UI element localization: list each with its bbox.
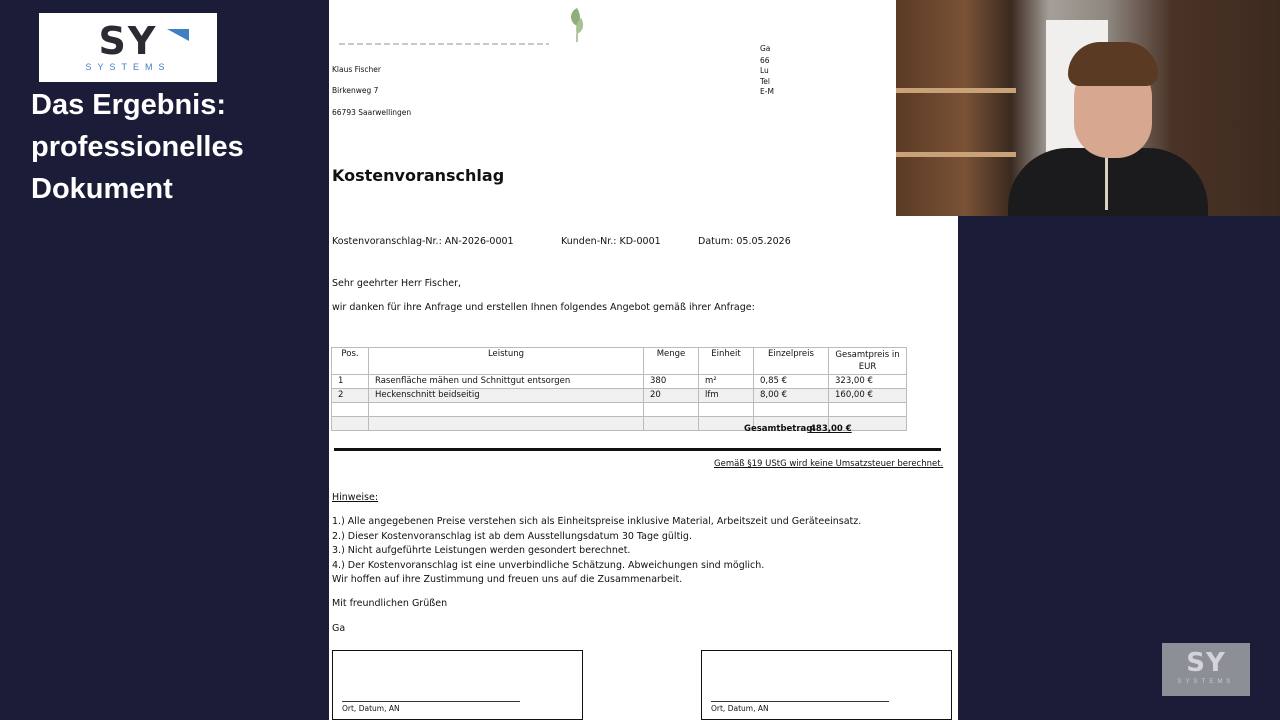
intro-text: wir danken für ihre Anfrage und erstellen Ihnen folgendes Angebot gemäß ihrer Anfrage: — [332, 302, 755, 313]
sender-fragment: Ga — [760, 44, 771, 53]
table-cell — [754, 403, 829, 417]
table-cell — [829, 403, 907, 417]
table-cell — [369, 403, 644, 417]
watermark-subtitle: SYSTEMS — [1177, 679, 1235, 685]
document-date: Datum: 05.05.2026 — [698, 236, 791, 247]
note-item: 2.) Dieser Kostenvoranschlag ist ab dem Ausstellungsdatum 30 Tage gültig. — [332, 531, 692, 542]
table-cell: m² — [699, 375, 754, 389]
total-value: 483,00 € — [810, 424, 852, 434]
leaf-icon — [567, 4, 587, 42]
vat-note: Gemäß §19 UStG wird keine Umsatzsteuer berechnet. — [714, 459, 944, 469]
recipient-city: 66793 Saarwellingen — [332, 108, 412, 117]
webcam-feed — [896, 0, 1280, 216]
quote-document-page — [329, 0, 958, 720]
table-row — [332, 375, 907, 389]
signature-label: Ort, Datum, AN — [342, 704, 400, 713]
table-cell: 20 — [644, 389, 699, 403]
column-header: Pos. — [332, 348, 369, 375]
column-header: Einheit — [699, 348, 754, 375]
table-cell: Heckenschnitt beidseitig — [369, 389, 644, 403]
signature-line — [342, 701, 520, 702]
logo-letters: SY — [98, 19, 158, 63]
signature-box-right — [701, 650, 952, 720]
table-header-row — [332, 348, 907, 375]
separator-rule — [334, 448, 941, 451]
watermark-letters: SY — [1186, 648, 1226, 678]
faded-header-line — [339, 43, 549, 45]
presenter-hair — [1068, 42, 1158, 86]
salutation: Sehr geehrter Herr Fischer, — [332, 278, 461, 289]
column-header: Leistung — [369, 348, 644, 375]
signer-fragment: Ga — [332, 623, 346, 634]
logo-subtitle: SYSTEMS — [85, 62, 171, 72]
notes-title: Hinweise: — [332, 492, 379, 503]
jacket-zipper — [1105, 150, 1108, 210]
sender-fragment: Lu — [760, 66, 769, 75]
table-cell — [369, 417, 644, 431]
note-item: Wir hoffen auf ihre Zustimmung und freuen uns auf die Zusammenarbeit. — [332, 574, 683, 585]
presenter-body — [1008, 148, 1208, 216]
watermark-logo — [1162, 643, 1250, 696]
table-cell: lfm — [699, 389, 754, 403]
slide-title: Das Ergebnis: professionelles Dokument — [31, 89, 244, 205]
sender-fragment: 66 — [760, 56, 770, 65]
signature-line — [711, 701, 889, 702]
table-row — [332, 403, 907, 417]
table-cell: 8,00 € — [754, 389, 829, 403]
table-cell — [332, 403, 369, 417]
note-item: 4.) Der Kostenvoranschlag ist eine unverbindliche Schätzung. Abweichungen sind möglich. — [332, 560, 765, 571]
table-cell — [644, 403, 699, 417]
column-header: Gesamtpreis in EUR — [829, 348, 907, 375]
closing: Mit freundlichen Grüßen — [332, 598, 448, 609]
column-header: Menge — [644, 348, 699, 375]
customer-number: Kunden-Nr.: KD-0001 — [561, 236, 661, 247]
signature-box-left — [332, 650, 583, 720]
line-items-table — [331, 347, 907, 431]
background-shelf — [896, 152, 1016, 157]
table-cell: 2 — [332, 389, 369, 403]
sender-fragment: Tel — [760, 77, 771, 86]
background-shelf — [896, 88, 1016, 93]
table-cell — [644, 417, 699, 431]
table-cell: 323,00 € — [829, 375, 907, 389]
column-header: Einzelpreis — [754, 348, 829, 375]
table-cell — [332, 417, 369, 431]
table-cell: 1 — [332, 375, 369, 389]
recipient-name: Klaus Fischer — [332, 65, 381, 74]
table-cell: 0,85 € — [754, 375, 829, 389]
table-cell — [699, 403, 754, 417]
sender-fragment: E-M — [760, 87, 774, 96]
total-label: Gesamtbetrag: — [744, 424, 816, 434]
signature-label: Ort, Datum, AN — [711, 704, 769, 713]
table-row — [332, 389, 907, 403]
logo-accent-mark — [167, 29, 189, 41]
document-heading: Kostenvoranschlag — [332, 166, 505, 185]
note-item: 3.) Nicht aufgeführte Leistungen werden gesondert berechnet. — [332, 545, 631, 556]
sy-systems-logo — [39, 13, 217, 82]
offer-number: Kostenvoranschlag-Nr.: AN-2026-0001 — [332, 236, 514, 247]
table-cell: 160,00 € — [829, 389, 907, 403]
table-cell: Rasenfläche mähen und Schnittgut entsorgen — [369, 375, 644, 389]
recipient-street: Birkenweg 7 — [332, 86, 379, 95]
note-item: 1.) Alle angegebenen Preise verstehen sich als Einheitspreise inklusive Material, Arbeitszeit und Geräteeinsatz. — [332, 516, 862, 527]
table-cell: 380 — [644, 375, 699, 389]
